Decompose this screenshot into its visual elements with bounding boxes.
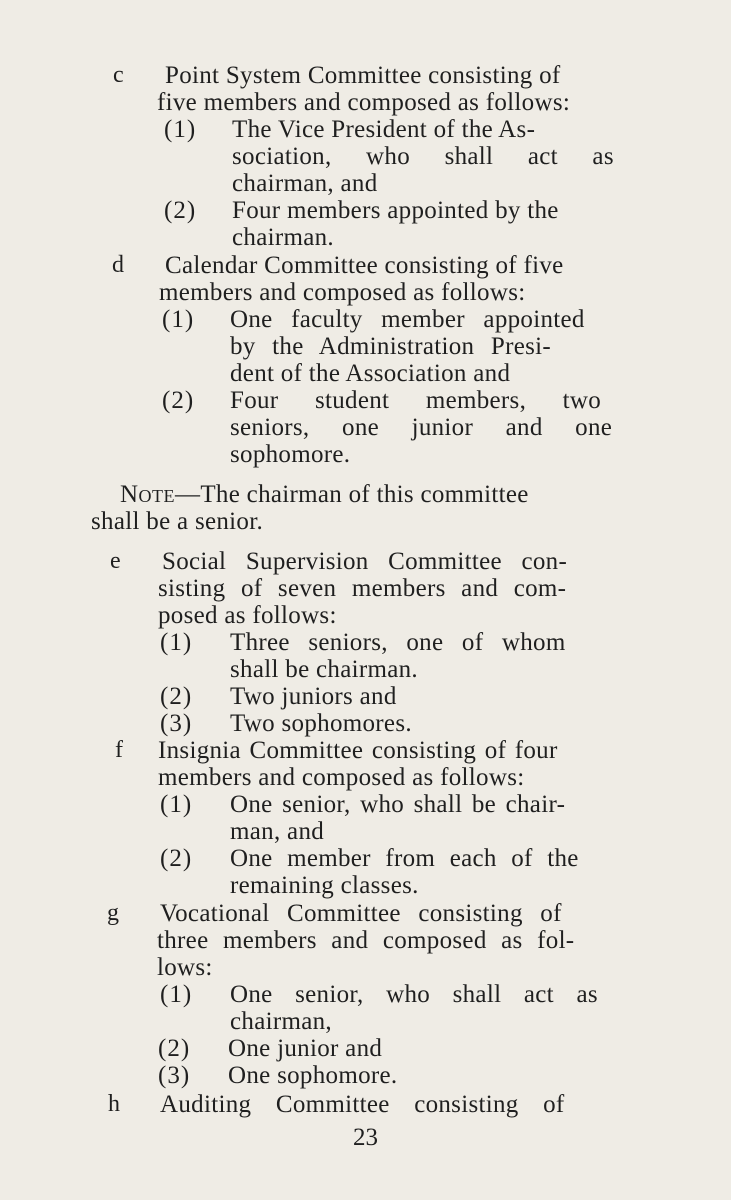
item-g-sub-1-line-1: One senior, who shall act as [230, 981, 598, 1008]
item-f-sub-2-num: (2) [160, 845, 193, 872]
item-e-sub-1-line-2: shall be chairman. [230, 656, 418, 683]
item-c-sub-2-line-2: chairman. [232, 224, 334, 251]
item-d-sub-1-line-3: dent of the Association and [230, 360, 511, 387]
item-letter-e: e [110, 548, 121, 574]
item-f-line-1: Insignia Committee consisting of four [158, 737, 558, 764]
page-number: 23 [353, 1124, 378, 1151]
item-d-sub-1-line-1: One faculty member appointed [230, 306, 585, 333]
item-letter-h: h [108, 1091, 120, 1117]
item-c-sub-1-line-1: The Vice President of the As- [232, 116, 536, 143]
item-e-sub-3-num: (3) [160, 710, 193, 737]
item-g-sub-2-line-1: One junior and [228, 1035, 383, 1062]
item-c-sub-1-line-2: sociation, who shall act as [232, 143, 614, 170]
item-d-sub-1-line-2: by the Administration Presi- [230, 333, 552, 360]
item-f-sub-1-line-1: One senior, who shall be chair- [230, 791, 566, 818]
item-f-line-2: members and composed as follows: [158, 764, 525, 791]
item-e-sub-2-num: (2) [160, 683, 193, 710]
item-f-sub-1-num: (1) [160, 791, 193, 818]
item-c-line-1: Point System Committee consisting of [165, 62, 561, 89]
item-d-line-1: Calendar Committee consisting of five [165, 252, 564, 279]
item-c-sub-2-num: (2) [164, 197, 197, 224]
item-d-sub-2-line-2: seniors, one junior and one [230, 414, 613, 441]
item-f-sub-2-line-1: One member from each of the [230, 845, 579, 872]
item-letter-g: g [107, 900, 119, 926]
item-f-sub-2-line-2: remaining classes. [230, 872, 419, 899]
item-g-line-2: three members and composed as fol- [157, 927, 575, 954]
note-line-2: shall be a senior. [91, 508, 264, 535]
item-c-line-2: five members and composed as follows: [157, 89, 571, 116]
item-h-line-1: Auditing Committee consisting of [160, 1091, 565, 1118]
note-label: Note [120, 481, 176, 508]
item-letter-f: f [115, 737, 123, 763]
item-e-sub-2-line-1: Two juniors and [230, 683, 397, 710]
item-c-sub-1-line-3: chairman, and [232, 170, 378, 197]
item-g-sub-1-line-2: chairman, [230, 1008, 332, 1035]
item-e-line-1: Social Supervision Committee con- [162, 548, 568, 575]
item-letter-d: d [112, 252, 124, 278]
item-d-line-2: members and composed as follows: [159, 279, 526, 306]
item-g-sub-3-line-1: One sophomore. [228, 1062, 398, 1089]
item-g-line-3: lows: [157, 954, 213, 981]
item-e-line-3: posed as follows: [158, 602, 337, 629]
item-d-sub-2-line-3: sophomore. [230, 441, 351, 468]
note-text-1: The chairman of this committee [200, 481, 529, 508]
item-e-sub-1-num: (1) [160, 629, 193, 656]
note-dash: — [175, 481, 201, 508]
item-e-sub-3-line-1: Two sophomores. [230, 710, 412, 737]
note-line-1 [120, 481, 529, 508]
item-c-sub-1-num: (1) [164, 116, 197, 143]
item-d-sub-2-line-1: Four student members, two [230, 387, 602, 414]
item-d-sub-1-num: (1) [162, 306, 195, 333]
item-c-sub-2-line-1: Four members appointed by the [232, 197, 559, 224]
item-e-sub-1-line-1: Three seniors, one of whom [230, 629, 566, 656]
item-g-sub-1-num: (1) [160, 981, 193, 1008]
item-g-sub-2-num: (2) [158, 1035, 191, 1062]
item-g-line-1: Vocational Committee consisting of [160, 900, 562, 927]
item-d-sub-2-num: (2) [162, 387, 195, 414]
item-letter-c: c [113, 62, 124, 88]
item-e-line-2: sisting of seven members and com- [158, 575, 567, 602]
item-f-sub-1-line-2: man, and [230, 818, 325, 845]
item-g-sub-3-num: (3) [158, 1062, 191, 1089]
